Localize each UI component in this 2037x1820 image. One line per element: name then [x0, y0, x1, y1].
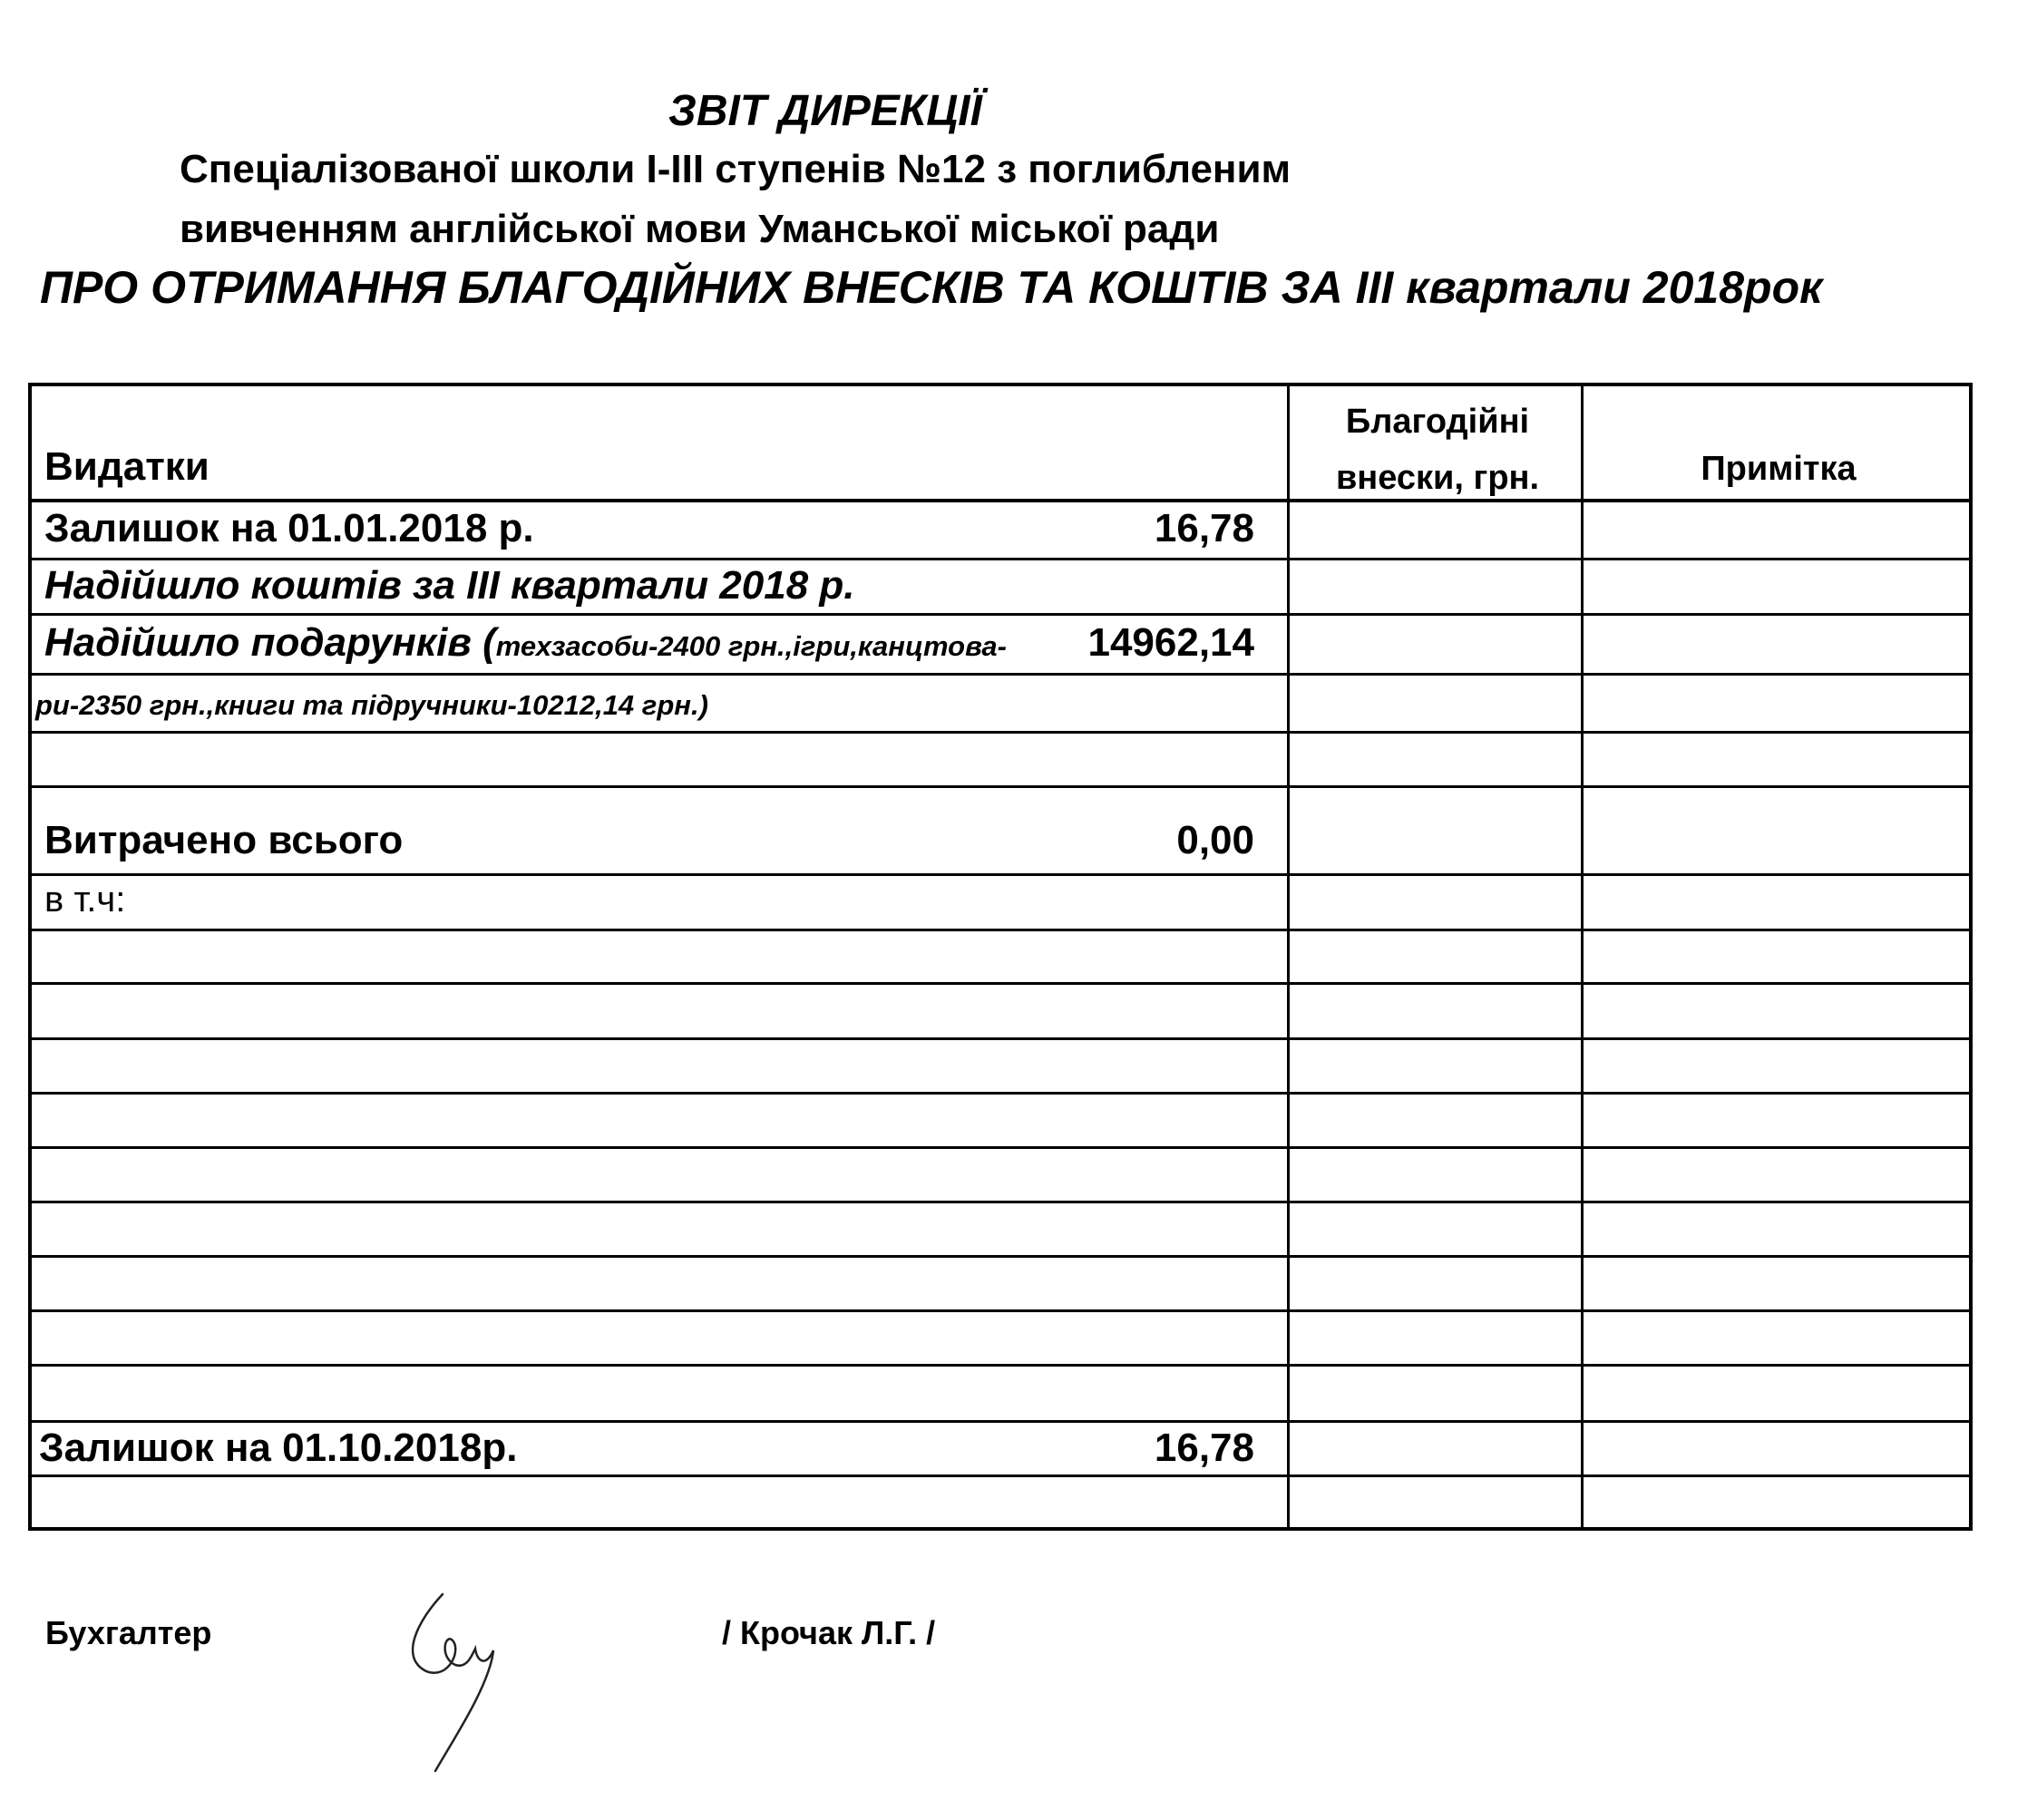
row-divider [32, 1309, 1969, 1312]
handwritten-signature [399, 1585, 517, 1776]
report-table [28, 383, 1973, 1531]
row-divider [32, 613, 1969, 616]
balance-start-value: 16,78 [1154, 506, 1254, 550]
row-divider [32, 1037, 1969, 1040]
signature-name: / Крочак Л.Г. / [722, 1614, 936, 1651]
row-divider [32, 1092, 1969, 1095]
gifts-value: 14962,14 [1087, 620, 1254, 665]
row-divider [32, 1474, 1969, 1477]
organization-line-1: Спеціалізованої школи І-ІІІ ступенів №12 з поглибленим [180, 147, 1291, 191]
spent-total-value: 0,00 [1176, 818, 1254, 862]
organization-line-2: вивченням англійської мови Уманської міської ради [180, 207, 1220, 251]
balance-start-label: Залишок на 01.01.2018 р. [44, 506, 534, 550]
funds-received-label: Надійшло коштів за ІІІ квартали 2018 р. [44, 563, 855, 608]
header-contributions: Благодійні внески, грн. [1335, 403, 1540, 497]
including-label: в т.ч: [44, 880, 126, 920]
row-divider [32, 873, 1969, 876]
row-divider [32, 1201, 1969, 1203]
row-divider [32, 982, 1969, 985]
signature-role: Бухгалтер [45, 1614, 212, 1651]
spent-total-label: Витрачено всього [44, 818, 404, 862]
row-divider [32, 785, 1969, 788]
row-divider [32, 731, 1969, 734]
gifts-detail-line-1: техзасоби-2400 грн.,ігри,канцтова- [495, 630, 1007, 662]
row-divider [32, 1420, 1969, 1423]
row-divider [32, 929, 1969, 931]
row-divider [32, 1146, 1969, 1149]
header-expenses: Видатки [44, 444, 210, 489]
row-divider [32, 673, 1969, 676]
balance-end-value: 16,78 [1154, 1426, 1254, 1470]
balance-end-label: Залишок на 01.10.2018р. [39, 1426, 518, 1470]
row-divider [32, 499, 1969, 502]
gifts-label-line [44, 620, 1007, 666]
header-note: Примітка [1701, 450, 1857, 488]
gifts-detail-line-2: ри-2350 грн.,книги та підручники-10212,14 грн.) [35, 689, 708, 721]
gifts-label: Надійшло подарунків [44, 620, 472, 665]
report-title: ЗВІТ ДИРЕКЦІЇ [668, 87, 982, 135]
row-divider [32, 558, 1969, 560]
row-divider [32, 1364, 1969, 1367]
row-divider [32, 1255, 1969, 1258]
report-subject: ПРО ОТРИМАННЯ БЛАГОДІЙНИХ ВНЕСКІВ ТА КОШТІВ ЗА ІІІ квартали 2018рок [40, 262, 1823, 313]
gifts-detail-open: ( [471, 620, 496, 665]
